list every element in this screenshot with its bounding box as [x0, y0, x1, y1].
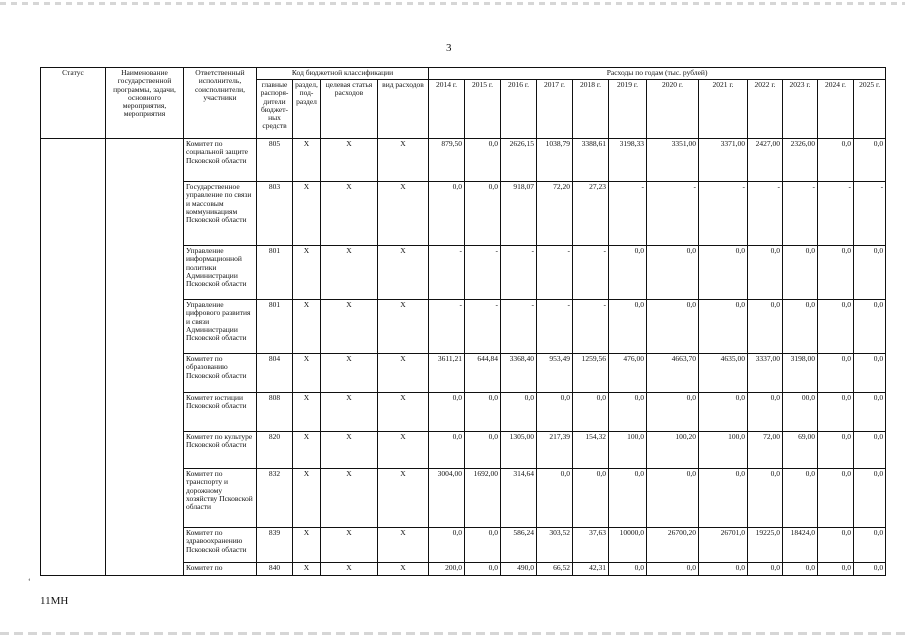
value-cell: 3371,00: [699, 139, 748, 182]
value-cell: 0,0: [699, 300, 748, 354]
value-cell: 3198,00: [783, 354, 818, 393]
value-cell: 0,0: [465, 528, 501, 563]
value-cell: -: [573, 300, 609, 354]
participant-cell: Комитет по культуре Псковской области: [184, 432, 257, 469]
grbs-cell: 808: [257, 393, 293, 432]
header-year-2021: 2021 г.: [699, 80, 748, 139]
value-cell: 0,0: [748, 300, 783, 354]
value-cell: 0,0: [818, 393, 854, 432]
section-cell: X: [293, 300, 321, 354]
value-cell: 1038,79: [537, 139, 573, 182]
value-cell: 0,0: [818, 469, 854, 528]
header-year-2016: 2016 г.: [501, 80, 537, 139]
value-cell: 0,0: [854, 432, 886, 469]
header-name: Наименование государственной программы, задачи, основного мероприятия, мероприятия: [106, 68, 184, 139]
value-cell: 0,0: [783, 563, 818, 576]
value-cell: 0,0: [748, 469, 783, 528]
value-cell: -: [609, 182, 647, 246]
value-cell: 19225,0: [748, 528, 783, 563]
grbs-cell: 839: [257, 528, 293, 563]
value-cell: 0,0: [537, 469, 573, 528]
value-cell: 0,0: [647, 246, 699, 300]
grbs-cell: 801: [257, 300, 293, 354]
value-cell: 0,0: [429, 432, 465, 469]
value-cell: 1692,00: [465, 469, 501, 528]
participant-cell: Управление цифрового развития и связи Администрации Псковской области: [184, 300, 257, 354]
value-cell: -: [501, 300, 537, 354]
value-cell: 0,0: [647, 563, 699, 576]
section-cell: X: [293, 182, 321, 246]
article-cell: X: [321, 528, 378, 563]
value-cell: 3198,33: [609, 139, 647, 182]
value-cell: 3611,21: [429, 354, 465, 393]
participant-cell: Государственное управление по связи и массовым коммуникациям Псковской области: [184, 182, 257, 246]
value-cell: -: [699, 182, 748, 246]
value-cell: 26700,20: [647, 528, 699, 563]
value-cell: 100,20: [647, 432, 699, 469]
value-cell: 0,0: [609, 393, 647, 432]
value-cell: 2427,00: [748, 139, 783, 182]
grbs-cell: 804: [257, 354, 293, 393]
value-cell: 3351,00: [647, 139, 699, 182]
expense-type-cell: X: [378, 469, 429, 528]
header-year-2025: 2025 г.: [854, 80, 886, 139]
value-cell: 0,0: [748, 563, 783, 576]
value-cell: 0,0: [465, 139, 501, 182]
value-cell: 72,20: [537, 182, 573, 246]
value-cell: 3004,00: [429, 469, 465, 528]
header-year-2017: 2017 г.: [537, 80, 573, 139]
grbs-cell: 840: [257, 563, 293, 576]
value-cell: 0,0: [465, 563, 501, 576]
budget-table: [40, 67, 886, 576]
expense-type-cell: X: [378, 182, 429, 246]
value-cell: 0,0: [429, 182, 465, 246]
value-cell: 0,0: [818, 300, 854, 354]
value-cell: 0,0: [609, 300, 647, 354]
value-cell: 0,0: [465, 432, 501, 469]
section-cell: X: [293, 528, 321, 563]
header-budget-code: Код бюджетной классификации: [257, 68, 429, 80]
header-responsible: Ответственный исполнитель, соисполнители, участники: [184, 68, 257, 139]
value-cell: -: [465, 300, 501, 354]
value-cell: -: [783, 182, 818, 246]
participant-cell: Комитет по социальной защите Псковской области: [184, 139, 257, 182]
section-cell: X: [293, 469, 321, 528]
value-cell: 3368,40: [501, 354, 537, 393]
value-cell: 476,00: [609, 354, 647, 393]
value-cell: 0,0: [854, 246, 886, 300]
value-cell: 42,31: [573, 563, 609, 576]
value-cell: -: [501, 246, 537, 300]
section-cell: X: [293, 563, 321, 576]
value-cell: -: [818, 182, 854, 246]
value-cell: -: [854, 182, 886, 246]
expense-type-cell: X: [378, 300, 429, 354]
header-year-2015: 2015 г.: [465, 80, 501, 139]
article-cell: X: [321, 393, 378, 432]
value-cell: 879,50: [429, 139, 465, 182]
expense-type-cell: X: [378, 432, 429, 469]
article-cell: X: [321, 139, 378, 182]
section-cell: X: [293, 246, 321, 300]
value-cell: 0,0: [854, 469, 886, 528]
program-name-cell: [106, 139, 184, 576]
value-cell: 00,0: [783, 393, 818, 432]
value-cell: 0,0: [854, 528, 886, 563]
grbs-cell: 832: [257, 469, 293, 528]
value-cell: 0,0: [699, 393, 748, 432]
value-cell: 18424,0: [783, 528, 818, 563]
participant-cell: Комитет по образованию Псковской области: [184, 354, 257, 393]
section-cell: X: [293, 432, 321, 469]
value-cell: 314,64: [501, 469, 537, 528]
value-cell: -: [537, 246, 573, 300]
value-cell: 918,07: [501, 182, 537, 246]
expense-type-cell: X: [378, 393, 429, 432]
value-cell: 0,0: [537, 393, 573, 432]
value-cell: 953,49: [537, 354, 573, 393]
article-cell: X: [321, 182, 378, 246]
header-year-2014: 2014 г.: [429, 80, 465, 139]
value-cell: 3388,61: [573, 139, 609, 182]
header-year-2018: 2018 г.: [573, 80, 609, 139]
header-year-2023: 2023 г.: [783, 80, 818, 139]
value-cell: 100,0: [699, 432, 748, 469]
value-cell: 0,0: [699, 563, 748, 576]
scan-artifact-bottom: [0, 632, 905, 635]
footer-code: 11МН: [40, 595, 69, 607]
value-cell: 2326,00: [783, 139, 818, 182]
grbs-cell: 820: [257, 432, 293, 469]
value-cell: 0,0: [818, 246, 854, 300]
value-cell: 0,0: [699, 246, 748, 300]
value-cell: 0,0: [818, 563, 854, 576]
grbs-cell: 805: [257, 139, 293, 182]
value-cell: -: [537, 300, 573, 354]
header-status: Статус: [41, 68, 106, 139]
participant-cell: Комитет юстиции Псковской области: [184, 393, 257, 432]
article-cell: X: [321, 354, 378, 393]
value-cell: 0,0: [854, 354, 886, 393]
value-cell: 0,0: [854, 139, 886, 182]
value-cell: -: [647, 182, 699, 246]
article-cell: X: [321, 432, 378, 469]
expense-type-cell: X: [378, 246, 429, 300]
participant-cell: Комитет по здравоохранению Псковской области: [184, 528, 257, 563]
value-cell: 0,0: [429, 393, 465, 432]
value-cell: 0,0: [818, 432, 854, 469]
header-expense-type: вид расходов: [378, 80, 429, 139]
expense-type-cell: X: [378, 139, 429, 182]
value-cell: 1259,56: [573, 354, 609, 393]
value-cell: 0,0: [647, 300, 699, 354]
value-cell: 0,0: [429, 528, 465, 563]
value-cell: 0,0: [818, 139, 854, 182]
section-cell: X: [293, 354, 321, 393]
value-cell: 4635,00: [699, 354, 748, 393]
value-cell: 0,0: [609, 469, 647, 528]
margin-mark: ʻ: [28, 577, 31, 586]
value-cell: 0,0: [783, 246, 818, 300]
value-cell: 2626,15: [501, 139, 537, 182]
value-cell: 0,0: [501, 393, 537, 432]
value-cell: 217,39: [537, 432, 573, 469]
header-year-2024: 2024 г.: [818, 80, 854, 139]
value-cell: 0,0: [465, 393, 501, 432]
value-cell: 0,0: [818, 528, 854, 563]
value-cell: 69,00: [783, 432, 818, 469]
value-cell: 0,0: [647, 393, 699, 432]
page-number: 3: [446, 42, 452, 54]
value-cell: -: [429, 300, 465, 354]
header-year-2020: 2020 г.: [647, 80, 699, 139]
value-cell: 3337,00: [748, 354, 783, 393]
value-cell: 490,0: [501, 563, 537, 576]
value-cell: 0,0: [854, 300, 886, 354]
expense-type-cell: X: [378, 563, 429, 576]
value-cell: 0,0: [573, 469, 609, 528]
article-cell: X: [321, 469, 378, 528]
table-row: [41, 139, 886, 182]
value-cell: 10000,0: [609, 528, 647, 563]
expense-type-cell: X: [378, 354, 429, 393]
article-cell: X: [321, 246, 378, 300]
value-cell: 37,63: [573, 528, 609, 563]
header-expenses: Расходы по годам (тыс. рублей): [429, 68, 886, 80]
value-cell: 0,0: [465, 182, 501, 246]
header-year-2022: 2022 г.: [748, 80, 783, 139]
value-cell: 26701,0: [699, 528, 748, 563]
value-cell: 4663,70: [647, 354, 699, 393]
section-cell: X: [293, 393, 321, 432]
value-cell: -: [748, 182, 783, 246]
table-body: [41, 139, 886, 576]
value-cell: 100,0: [609, 432, 647, 469]
value-cell: 0,0: [783, 469, 818, 528]
value-cell: 0,0: [748, 246, 783, 300]
value-cell: -: [465, 246, 501, 300]
participant-cell: Комитет по транспорту и дорожному хозяйству Псковской области: [184, 469, 257, 528]
value-cell: -: [573, 246, 609, 300]
participant-cell: Комитет по: [184, 563, 257, 576]
value-cell: 0,0: [854, 393, 886, 432]
header-grbs: главные распоря-дители бюджет-ных средств: [257, 80, 293, 139]
value-cell: 0,0: [854, 563, 886, 576]
value-cell: 1305,00: [501, 432, 537, 469]
value-cell: -: [429, 246, 465, 300]
value-cell: 0,0: [609, 563, 647, 576]
header-section: раздел, под-раздел: [293, 80, 321, 139]
value-cell: 303,52: [537, 528, 573, 563]
value-cell: 200,0: [429, 563, 465, 576]
grbs-cell: 801: [257, 246, 293, 300]
header-year-2019: 2019 г.: [609, 80, 647, 139]
value-cell: 0,0: [818, 354, 854, 393]
value-cell: 66,52: [537, 563, 573, 576]
expense-type-cell: X: [378, 528, 429, 563]
status-cell: [41, 139, 106, 576]
value-cell: 0,0: [699, 469, 748, 528]
value-cell: 0,0: [748, 393, 783, 432]
value-cell: 0,0: [647, 469, 699, 528]
article-cell: X: [321, 300, 378, 354]
scan-artifact-top: [0, 2, 905, 5]
value-cell: 586,24: [501, 528, 537, 563]
value-cell: 0,0: [783, 300, 818, 354]
value-cell: 644,84: [465, 354, 501, 393]
value-cell: 27,23: [573, 182, 609, 246]
article-cell: X: [321, 563, 378, 576]
header-article: целевая статья расходов: [321, 80, 378, 139]
grbs-cell: 803: [257, 182, 293, 246]
value-cell: 154,32: [573, 432, 609, 469]
value-cell: 0,0: [573, 393, 609, 432]
value-cell: 0,0: [609, 246, 647, 300]
value-cell: 72,00: [748, 432, 783, 469]
section-cell: X: [293, 139, 321, 182]
participant-cell: Управление информационной политики Администрации Псковской области: [184, 246, 257, 300]
